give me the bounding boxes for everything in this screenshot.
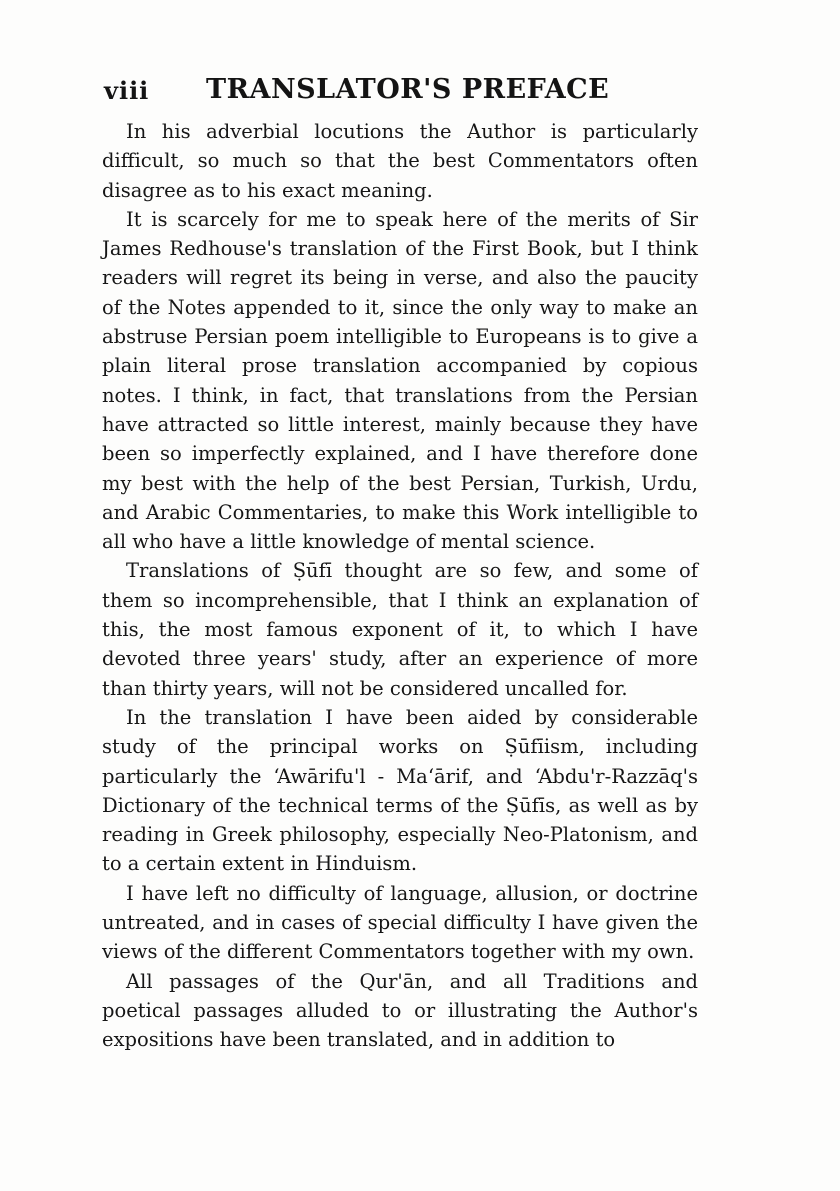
- running-title: TRANSLATOR'S PREFACE: [206, 74, 610, 105]
- paragraph-aids-to-translation: In the translation I have been aided by considerable study of the principal works on Ṣūfīism, including particularly the ‘Awārifu'l - Ma‘ārif, and ‘Abdu'r-Razzāq's Dictionary of the technical terms of the Ṣūfīs, as well as by reading in Greek philosophy, especially Neo-Platonism, and to a certain extent in Hinduism.: [102, 705, 698, 876]
- paragraph-adverbial-locutions: In his adverbial locutions the Author is particularly difficult, so much so that the best Commentators often disagree as to his exact meaning.: [102, 120, 698, 202]
- paragraph-difficulties: I have left no difficulty of language, allusion, or doctrine untreated, and in cases of special difficulty I have given the views of the different Commentators together with my own.: [102, 881, 698, 964]
- paragraph-quran-passages: All passages of the Qur'ān, and all Traditions and poetical passages alluded to or illustrating the Author's expositions have been translated, and in addition to: [102, 969, 698, 1052]
- page-number: viii: [104, 76, 150, 105]
- paragraph-sufi-translations: Translations of Ṣūfī thought are so few, and some of them so incomprehensible, that I think an explanation of this, the most famous exponent of it, to which I have devoted three years' study, after an experience of more than thirty years, will not be considered uncalled for.: [102, 559, 698, 700]
- body-text: [102, 117, 698, 1055]
- paragraph-redhouse-translation: It is scarcely for me to speak here of the merits of Sir James Redhouse's translation of the First Book, but I think readers will regret its being in verse, and also the paucity of the Notes appended to it, since the only way to make an abstruse Persian poem intelligible to Europeans is to give a plain literal prose translation accompanied by copious notes. I think, in fact, that translations from the Persian have attracted so little interest, mainly because they have been so imperfectly explained, and I have therefore done my best with the help of the best Persian, Turkish, Urdu, and Arabic Commentaries, to make this Work intelligible to all who have a little knowledge of mental science.: [102, 207, 698, 554]
- page-header: [104, 74, 700, 114]
